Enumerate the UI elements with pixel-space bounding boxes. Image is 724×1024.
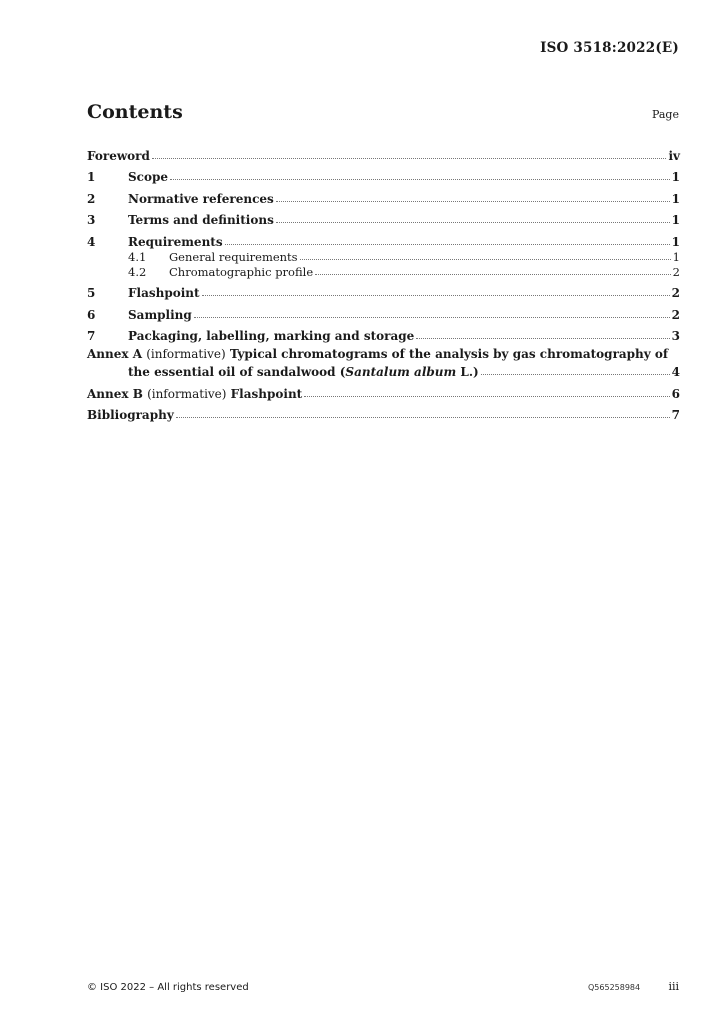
toc-entry-number: 3 [87, 213, 96, 227]
leader-dots [304, 396, 669, 397]
toc-entry-3[interactable] [87, 206, 680, 228]
page-column-heading: Page [651, 108, 679, 121]
toc-entry-annex-b[interactable] [87, 379, 680, 401]
toc-entry-title: Normative references [128, 191, 274, 206]
toc-entry-number: 1 [87, 170, 96, 184]
toc-entry-5[interactable] [87, 279, 680, 301]
annex-title-line1: Typical chromatograms of the analysis by gas chromatography of [229, 347, 669, 361]
toc-entry-foreword[interactable] [87, 141, 680, 163]
document-id: ISO 3518:2022(E) [540, 40, 679, 56]
toc-entry-title: General requirements [169, 249, 298, 264]
toc-entry-page: 1 [671, 213, 680, 227]
toc-entry-title: Flashpoint [128, 286, 200, 300]
toc-entry-page: 1 [671, 170, 680, 184]
toc-entry-number: 6 [87, 307, 96, 322]
toc-entry-number: 4.2 [128, 264, 147, 279]
toc-entry-title: Foreword [87, 148, 150, 163]
toc-entry-1[interactable] [87, 163, 680, 185]
leader-dots [152, 158, 667, 159]
toc-entry-2[interactable] [87, 184, 680, 206]
footer-page-number: iii [668, 980, 679, 993]
annex-kind: (informative) [147, 386, 227, 401]
table-of-contents [87, 141, 680, 422]
annex-title-species: Santalum album [345, 365, 457, 379]
toc-entry-number: 2 [87, 191, 96, 206]
annex-title-line2-post: L.) [456, 365, 479, 379]
toc-entry-page: 6 [671, 386, 680, 401]
footer-document-code: Q565258984 [588, 983, 641, 992]
toc-entry-4[interactable] [87, 227, 680, 249]
toc-entry-number: 4.1 [128, 249, 147, 264]
toc-entry-title: Terms and definitions [128, 213, 274, 227]
toc-entry-page: 2 [671, 307, 680, 322]
leader-dots [276, 222, 670, 223]
toc-entry-page: 2 [671, 286, 680, 300]
toc-entry-annex-a[interactable] [87, 343, 680, 379]
leader-dots [481, 374, 670, 375]
toc-entry-page: iv [668, 148, 680, 163]
footer-copyright: © ISO 2022 – All rights reserved [87, 982, 249, 993]
toc-entry-title: Scope [128, 170, 169, 184]
leader-dots [276, 201, 670, 202]
toc-entry-number: 4 [87, 234, 96, 249]
leader-dots [176, 417, 670, 418]
toc-entry-page: 1 [671, 191, 680, 206]
annex-kind: (informative) [146, 347, 226, 361]
contents-title: Contents [87, 101, 183, 123]
annex-title: Flashpoint [230, 386, 303, 401]
annex-label: Annex B [87, 386, 143, 401]
toc-entry-page: 7 [671, 408, 680, 422]
toc-entry-number: 7 [87, 329, 96, 343]
leader-dots [416, 338, 669, 339]
leader-dots [202, 295, 670, 296]
toc-entry-title: Bibliography [87, 408, 174, 422]
toc-entry-page: 2 [672, 264, 680, 279]
toc-entry-title: Sampling [128, 307, 192, 322]
toc-entry-title: Requirements [128, 234, 223, 249]
toc-entry-7[interactable] [87, 322, 680, 344]
toc-entry-page: 3 [671, 329, 680, 343]
toc-entry-title: Packaging, labelling, marking and storage [128, 329, 415, 343]
leader-dots [194, 317, 670, 318]
toc-entry-number: 5 [87, 286, 96, 300]
toc-entry-4-2[interactable] [87, 264, 680, 279]
leader-dots [300, 259, 671, 260]
leader-dots [225, 244, 670, 245]
toc-entry-page: 4 [671, 365, 680, 379]
annex-title-line2-pre: the essential oil of sandalwood ( [128, 365, 346, 379]
toc-entry-6[interactable] [87, 300, 680, 322]
toc-entry-4-1[interactable] [87, 249, 680, 264]
leader-dots [170, 179, 670, 180]
toc-entry-bibliography[interactable] [87, 401, 680, 423]
toc-entry-title: Chromatographic profile [169, 264, 314, 279]
annex-label: Annex A [87, 347, 143, 361]
toc-entry-page: 1 [672, 249, 680, 264]
toc-entry-page: 1 [671, 234, 680, 249]
leader-dots [315, 274, 671, 275]
